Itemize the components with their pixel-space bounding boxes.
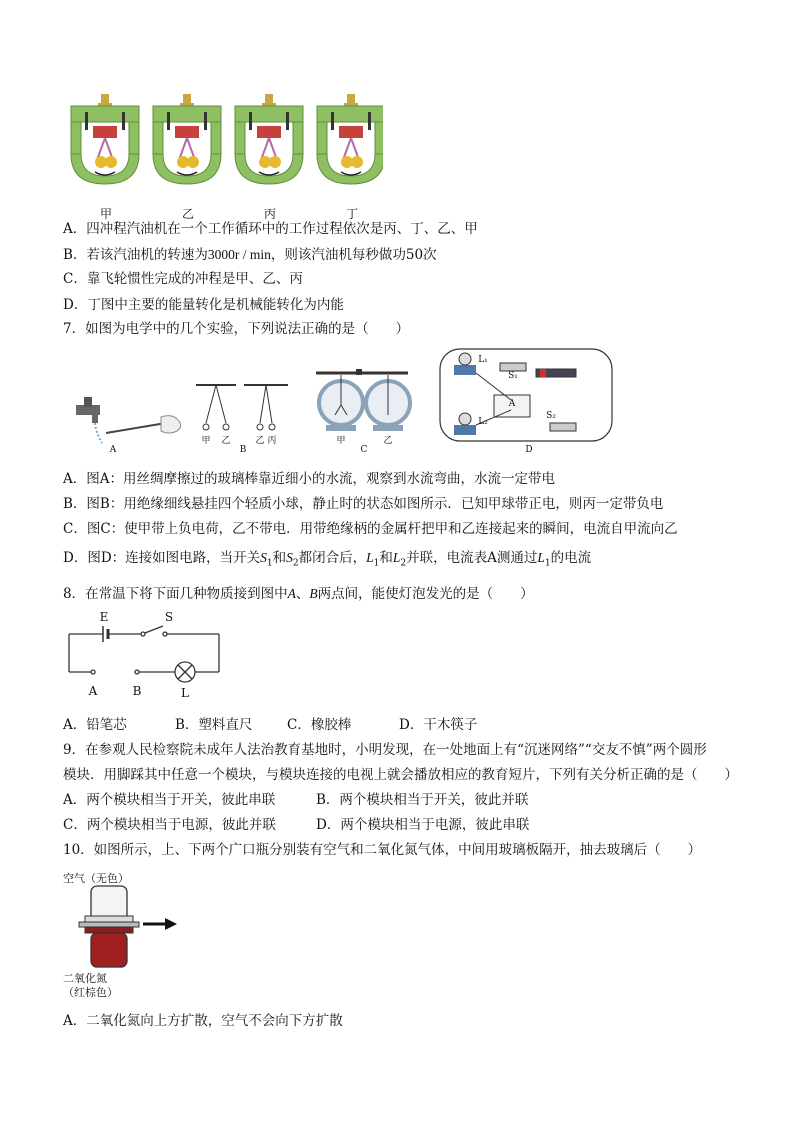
engine-stroke-figure [63,92,383,202]
q8-options [63,716,477,734]
fig-b-ball4: 丙 [267,436,277,446]
q7-figure [66,345,626,460]
q10-option-a: A．二氧化氮向上方扩散，空气不会向下方扩散 [63,1013,343,1029]
q10-label-bottom2: （红棕色） [63,986,118,999]
q7-d-s1: S [260,550,267,565]
fig-b-ball2: 乙 [221,436,231,446]
q7-option-b: B．图B：用绝缘细线悬挂四个轻质小球，静止时的状态如图所示．已知甲球带正电，则丙一定带负电 [63,496,664,512]
engine-label-ding: 丁 [345,207,358,221]
fig-d-circuit [440,349,612,441]
fig-c-electroscopes [316,369,410,431]
q10-stem: 10．如图所示，上、下两个广口瓶分别装有空气和二氧化氮气体，中间用玻璃板隔开，抽去玻璃后（ ） [63,842,702,858]
q8-option-a: A．铅笔芯 [63,717,127,733]
q8-label-b: B [132,684,142,698]
q9-stem-line1: 9．在参观人民检察院未成年人法治教育基地时，小明发现，在一处地面上有“沉迷网络”“交友不慎”两个圆形 [63,742,707,758]
fig-c-left-label: 甲 [336,436,346,446]
fig-b-label: B [239,445,247,455]
engine-label-yi: 乙 [181,207,194,221]
q7-stem: 7．如图为电学中的几个实验，下列说法正确的是（ ） [63,321,410,337]
q10-label-top: 空气（无色） [63,872,129,885]
q7-option-a: A．图A：用丝绸摩擦过的玻璃棒靠近细小的水流，观察到水流弯曲，水流一定带电 [63,471,555,487]
q10-label-bottom1: 二氧化氮 [63,972,107,985]
q6-option-b-value: 3000r / min [207,247,271,262]
q7-d-s1-sub: 1 [266,558,273,569]
fig-d-label: D [525,445,533,455]
q7-d-l3-sub: 1 [544,558,551,569]
q6-option-b [63,246,437,264]
q7-d-s2: S [286,550,293,565]
fig-b-hanging-balls [196,385,288,430]
fig-d-s2: S₂ [546,411,556,421]
q7-option-c: C．图C：使甲带上负电荷，乙不带电．用带绝缘柄的金属杆把甲和乙连接起来的瞬间，电流自甲流向乙 [63,521,678,537]
q6-option-a: A．四冲程汽油机在一个工作循环中的工作过程依次是丙、丁、乙、甲 [63,221,478,237]
fig-d-s1: S₁ [508,371,518,381]
q9-option-d: D．两个模块相当于电源，彼此串联 [316,817,530,833]
fig-c-right-label: 乙 [383,436,393,446]
q8-stem [63,585,534,603]
q8-label-a: A [88,684,98,698]
q9-option-a: A．两个模块相当于开关，彼此串联 [63,792,276,808]
q8-stem-sep: 、 [295,586,310,602]
q8-label-e: E [99,610,109,624]
q6-option-c: C．靠飞轮惯性完成的冲程是甲、乙、丙 [63,271,303,287]
q8-circuit-figure [63,610,233,705]
q8-stem-b: B [309,586,318,601]
q9-option-b: B．两个模块相当于开关，彼此并联 [316,792,529,808]
q10-gas-jars-figure [63,868,193,998]
fig-b-ball3: 乙 [255,436,265,446]
fig-a-label: A [109,445,117,455]
fig-b-ball1: 甲 [201,436,211,446]
q9-option-c: C．两个模块相当于电源，彼此并联 [63,817,276,833]
fig-d-l2: L₂ [478,417,488,427]
q6-option-b-suffix: ，则该汽油机每秒做功50次 [270,247,437,263]
fig-d-ammeter-label: A [508,399,516,409]
q7-option-d [63,549,591,573]
q8-option-d: D．干木筷子 [399,717,478,733]
engine-label-jia: 甲 [99,207,112,221]
q7-d-l1: L [366,550,374,565]
q7-d-s2-sub: 2 [292,558,299,569]
q8-option-b: B．塑料直尺 [175,717,253,733]
q8-stem-a: A [287,586,296,601]
q8-label-l: L [181,686,189,700]
fig-c-label: C [360,445,368,455]
q7-d-and2: 和 [379,550,393,566]
q7-d-l2-sub: 2 [400,558,407,569]
q9-options-row2 [63,816,529,834]
q7-d-l1-sub: 1 [373,558,380,569]
q8-stem-suffix: 两点间，能使灯泡发光的是（ ） [317,586,534,602]
q6-option-b-prefix: B．若该汽油机的转速为 [63,247,208,263]
q8-label-s: S [164,610,174,624]
q7-d-mid2: 并联，电流表A测通过 [406,550,538,566]
q7-d-mid: 都闭合后， [298,550,367,566]
engine-diagrams [63,92,383,202]
q7-d-l3: L [537,550,545,565]
q7-d-and: 和 [272,550,287,566]
q9-options-row1 [63,791,528,809]
q9-stem-line2: 模块．用脚踩其中任意一个模块，与模块连接的电视上就会播放相应的教育短片，下列有关分析正确的是（ ） [63,767,738,783]
q8-option-c: C．橡胶棒 [287,717,352,733]
q7-d-suffix: 的电流 [550,550,592,566]
q8-stem-prefix: 8．在常温下将下面几种物质接到图中 [63,586,288,602]
q7-d-l2: L [392,550,401,565]
engine-label-bing: 丙 [263,207,276,221]
fig-d-l1: L₁ [478,355,488,365]
q6-option-d: D．丁图中主要的能量转化是机械能转化为内能 [63,297,344,313]
fig-a-tap-water [76,397,181,443]
q7-d-prefix: D．图D：连接如图电路，当开关 [63,550,261,566]
